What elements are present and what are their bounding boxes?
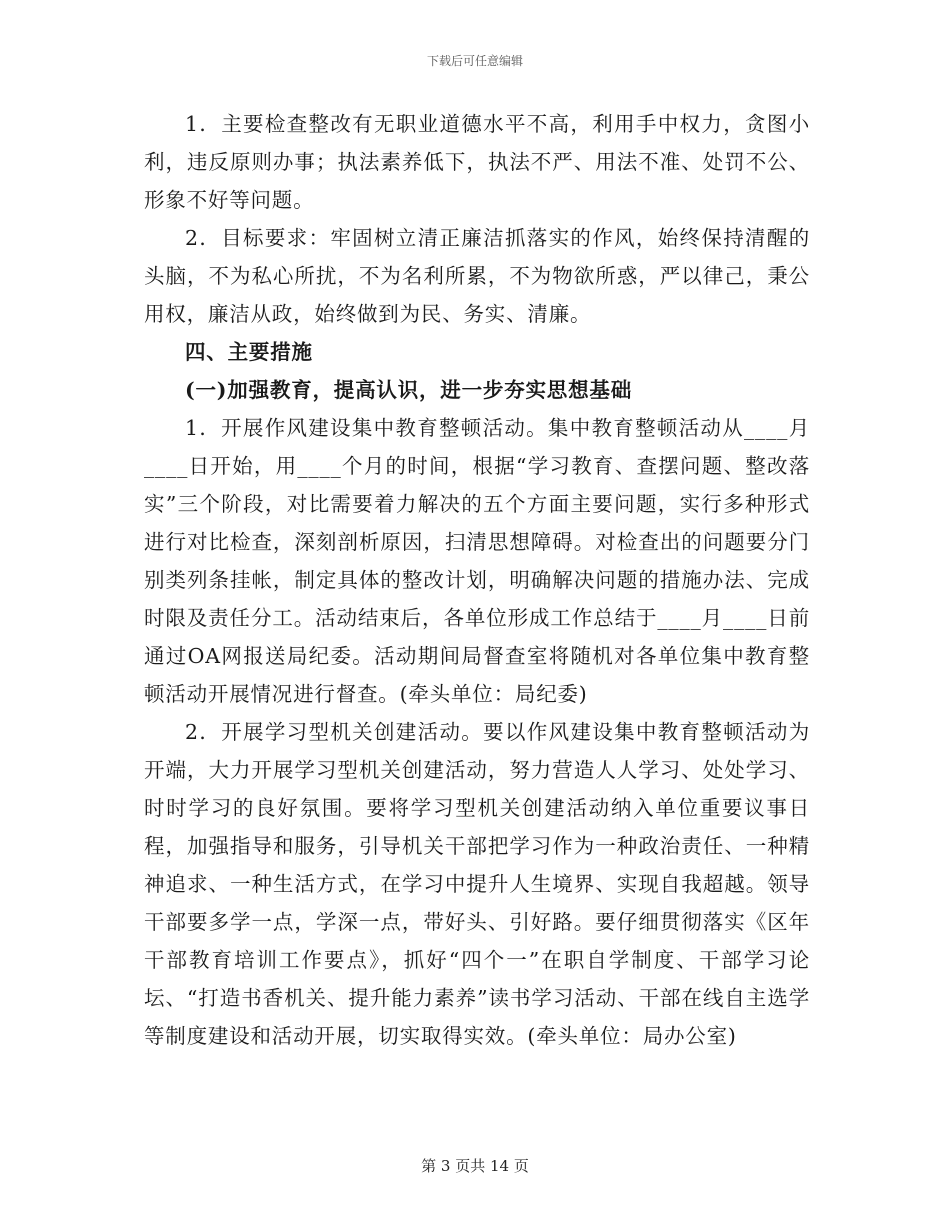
paragraph-rectification-campaign: 1．开展作风建设集中教育整顿活动。集中教育整顿活动从____月____日开始，用____个月的时间，根据“学习教育、查摆问题、整改落实”三个阶段，对比需要着力解决的五个方面主要问题，实行多种形式进行对比检查，深刻剖析原因，扫清思想障碍。对检查出的问题要分门别类列条挂帐，制定具体的整改计划，明确解决问题的措施办法、完成时限及责任分工。活动结束后，各单位形成工作总结于____月____日前通过OA网报送局纪委。活动期间局督查室将随机对各单位集中教育整顿活动开展情况进行督查。(牵头单位：局纪委) (144, 416, 810, 706)
section-heading-main-measures: 四、主要措施 (185, 340, 313, 364)
document-body (144, 105, 810, 1055)
paragraph-target-requirements: 2．目标要求：牢固树立清正廉洁抓落实的作风，始终保持清醒的头脑，不为私心所扰，不为名利所累，不为物欲所惑，严以律己，秉公用权，廉洁从政，始终做到为民、务实、清廉。 (144, 226, 810, 326)
paragraph-inspection-scope: 1．主要检查整改有无职业道德水平不高，利用手中权力，贪图小利，违反原则办事；执法素养低下，执法不严、用法不准、处罚不公、形象不好等问题。 (144, 112, 810, 212)
page-header: 下载后可任意编辑 (426, 54, 523, 68)
paragraph-learning-organization: 2．开展学习型机关创建活动。要以作风建设集中教育整顿活动为开端，大力开展学习型机关创建活动，努力营造人人学习、处处学习、时时学习的良好氛围。要将学习型机关创建活动纳入单位重要议事日程，加强指导和服务，引导机关干部把学习作为一种政治责任、一种精神追求、一种生活方式，在学习中提升人生境界、实现自我超越。领导干部要多学一点，学深一点，带好头、引好路。要仔细贯彻落实《区年干部教育培训工作要点》，抓好“四个一”在职自学制度、干部学习论坛、“打造书香机关、提升能力素养”读书学习活动、干部在线自主选学等制度建设和活动开展，切实取得实效。(牵头单位：局办公室) (144, 720, 810, 1048)
subsection-heading-education: (一)加强教育，提高认识，进一步夯实思想基础 (185, 378, 632, 402)
page-number-footer: 第 3 页共 14 页 (421, 1157, 529, 1175)
